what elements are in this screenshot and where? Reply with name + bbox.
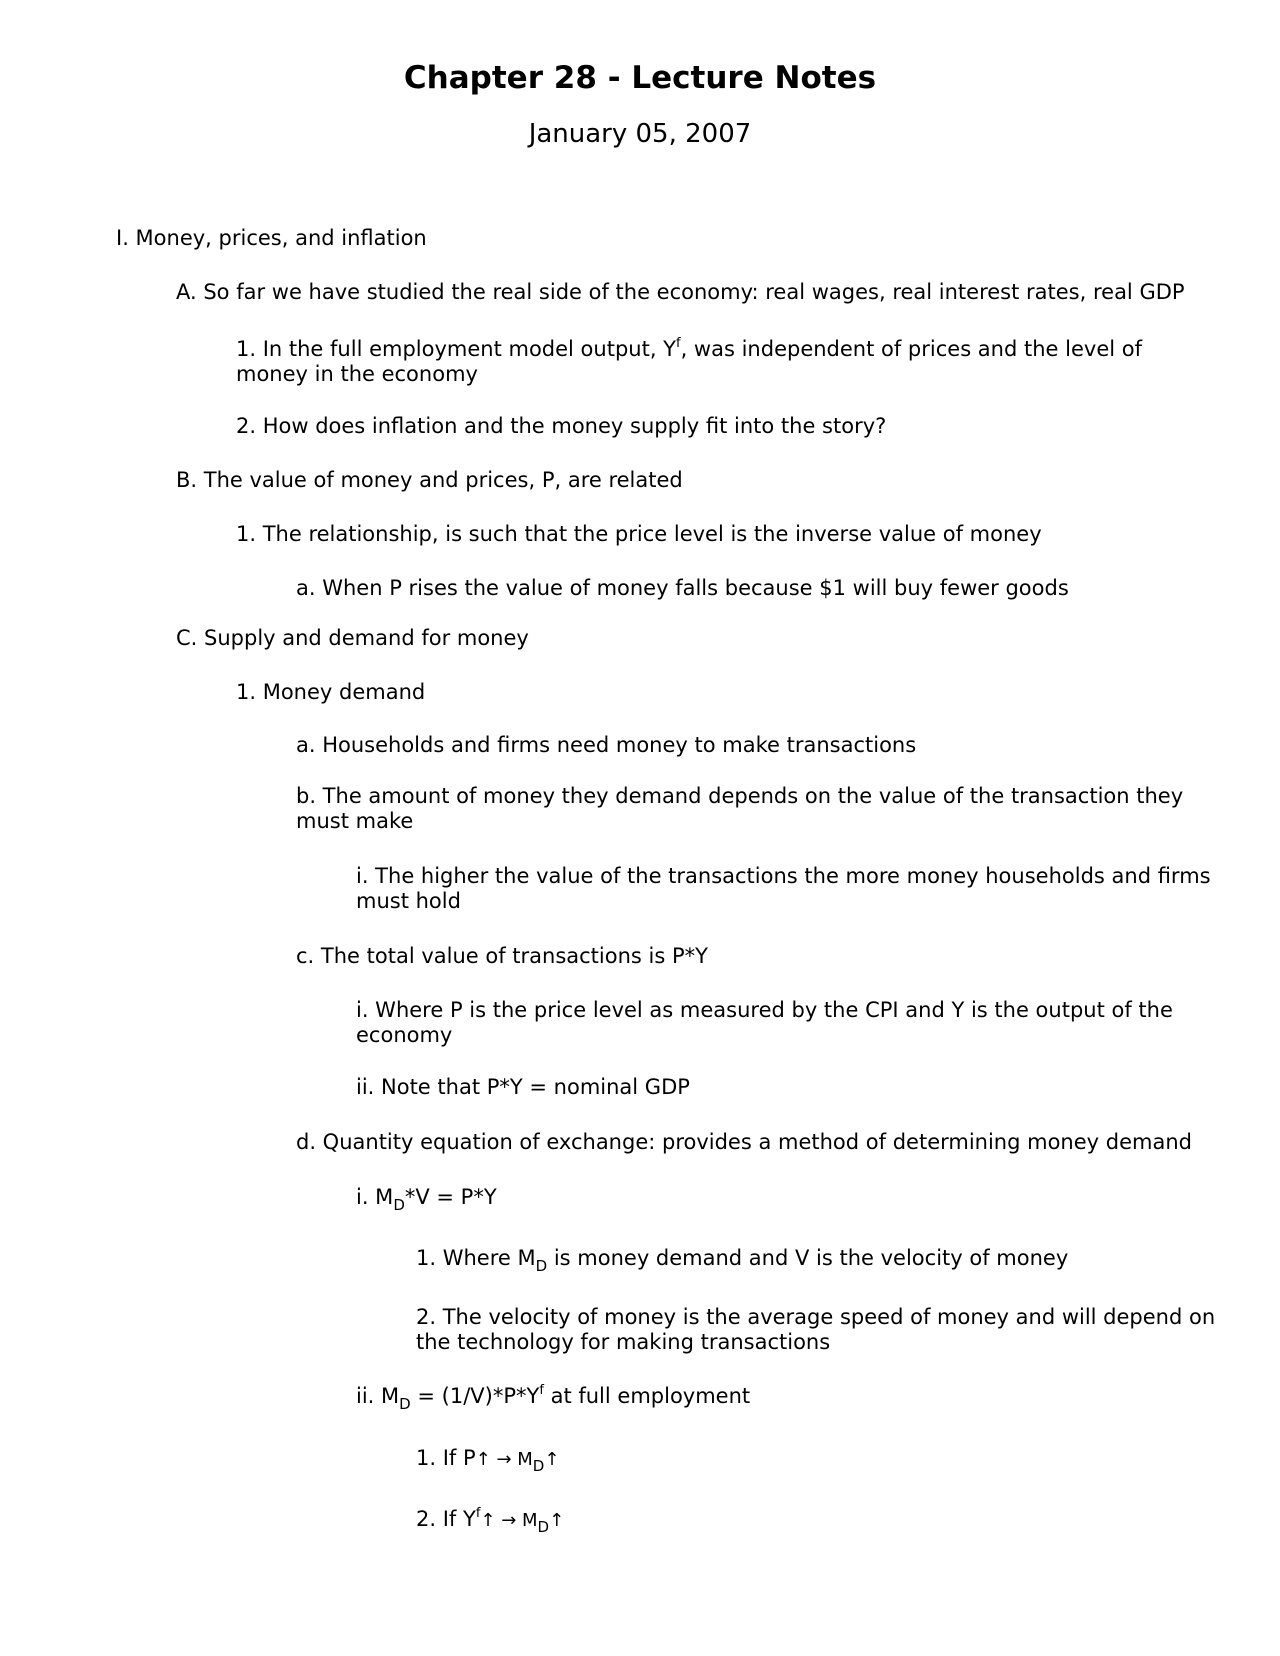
item-c1c-ii: ii. Note that P*Y = nominal GDP — [356, 1075, 690, 1099]
item-d-i-1: 1. Where $M_D$ is money demand and V is the velocity of money — [416, 1246, 1069, 1275]
item-c1c: c. The total value of transactions is P*Y — [296, 944, 708, 968]
item-b: B. The value of money and prices, P, are related — [176, 468, 683, 492]
item-d-ii: ii. $M_D = (1/V)*P*Y^f$ at full employment — [356, 1383, 751, 1413]
item-c1: 1. Money demand — [236, 680, 426, 704]
item-b1a: a. When P rises the value of money falls because $1 will buy fewer goods — [296, 576, 1069, 600]
item-d-ii-2: 2. If $Y^f↑$ → $M_D↑$ — [416, 1506, 565, 1536]
page-title: Chapter 28 - Lecture Notes — [403, 60, 877, 96]
section-i-heading: I. Money, prices, and inflation — [116, 226, 427, 250]
up-arrow-icon: ↑ — [475, 1449, 491, 1470]
up-arrow-icon: ↑ — [480, 1510, 496, 1531]
item-a2: 2. How does inflation and the money supply fit into the story? — [236, 414, 887, 438]
item-a: A. So far we have studied the real side of the economy: real wages, real interest rates, real GDP — [176, 280, 1185, 304]
item-c: C. Supply and demand for money — [176, 626, 529, 650]
item-c1b: b. The amount of money they demand depends on the value of the transaction they must make — [296, 784, 1184, 833]
item-d-i-2: 2. The velocity of money is the average speed of money and will depend on the technology for making transactions — [416, 1305, 1216, 1354]
item-c1c-i: i. Where P is the price level as measured by the CPI and Y is the output of the economy — [356, 998, 1173, 1047]
up-arrow-icon: ↑ — [549, 1510, 565, 1531]
item-c1d: d. Quantity equation of exchange: provides a method of determining money demand — [296, 1130, 1192, 1154]
up-arrow-icon: ↑ — [544, 1449, 560, 1470]
item-c1a: a. Households and firms need money to make transactions — [296, 733, 917, 757]
item-d-i: i. $M_D*V = P*Y$ — [356, 1185, 497, 1214]
item-b1: 1. The relationship, is such that the price level is the inverse value of money — [236, 522, 1042, 546]
item-d-ii-1: 1. If P↑ → $M_D↑$ — [416, 1446, 560, 1475]
item-a1: 1. In the full employment model output, $Y^f$, was independent of prices and the level of money in the economy — [236, 336, 1142, 386]
item-c1b-i: i. The higher the value of the transactions the more money households and firms must hold — [356, 864, 1211, 913]
page-date: January 05, 2007 — [528, 119, 752, 149]
